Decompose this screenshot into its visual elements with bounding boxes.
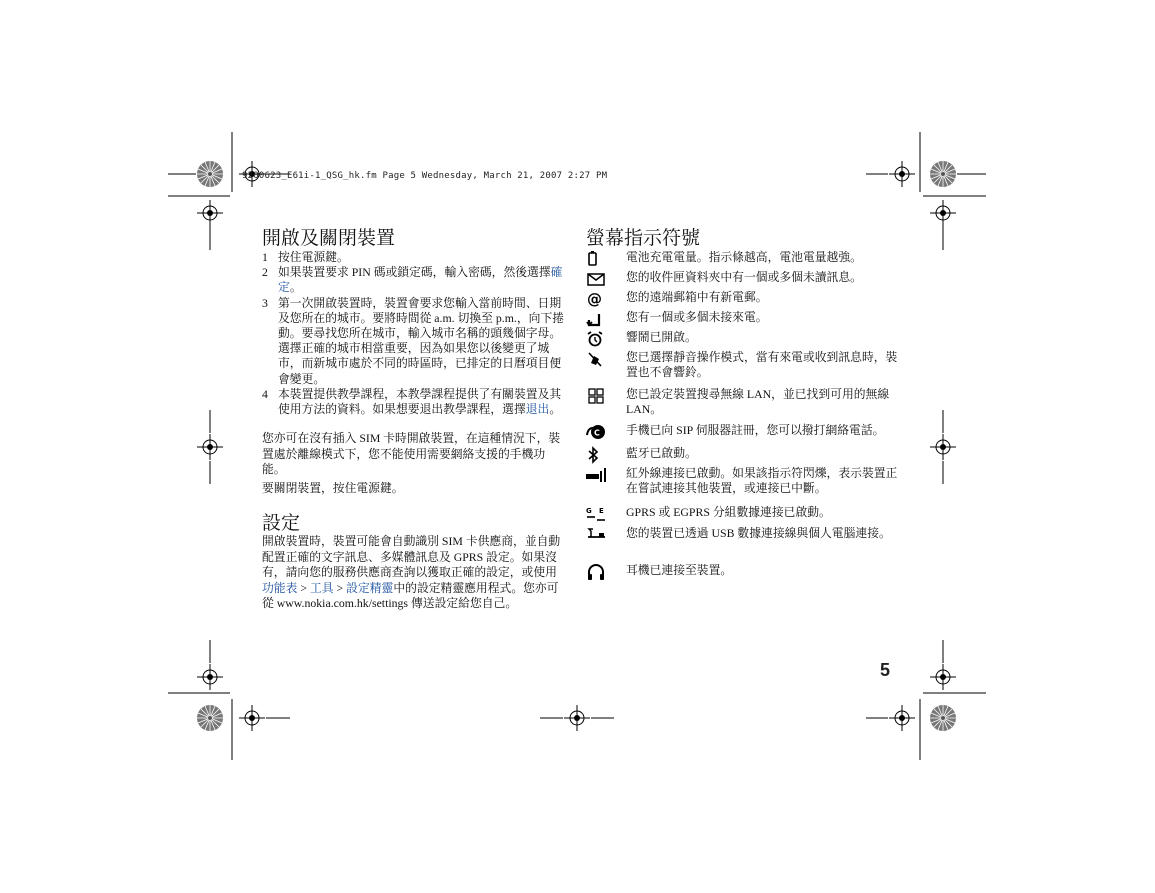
- section-title-power: 開啟及關閉裝置: [262, 228, 396, 249]
- settings-wizard-link: 設定精靈: [346, 580, 394, 595]
- star-target-icon: [930, 705, 956, 731]
- usb-icon: [585, 526, 607, 544]
- tools-link: 工具: [309, 580, 334, 595]
- sip-icon: [585, 423, 607, 441]
- steps-list: [262, 250, 567, 417]
- file-header: 9200623_E61i-1_QSG_hk.fm Page 5 Wednesday, March 21, 2007 2:27 PM: [242, 171, 608, 181]
- registration-mark-icon: [564, 705, 590, 731]
- registration-mark-icon: [889, 161, 915, 187]
- registration-mark-icon: [889, 705, 915, 731]
- silent-bell-icon: [585, 350, 607, 368]
- gprs-icon: [585, 505, 607, 523]
- battery-icon: [585, 250, 607, 268]
- registration-mark-icon: [197, 434, 223, 460]
- confirm-link: 確定: [278, 265, 563, 295]
- paragraph-power-off: 要關閉裝置，按住電源鍵。: [262, 481, 404, 495]
- section-title-indicators: 螢幕指示符號: [586, 228, 701, 249]
- star-target-icon: [197, 161, 223, 187]
- missed-call-icon: [585, 310, 607, 328]
- section-title-settings: 設定: [262, 513, 301, 534]
- envelope-icon: [585, 270, 607, 288]
- wlan-icon: [585, 387, 607, 405]
- list-item: 1 按住電源鍵。: [262, 250, 349, 264]
- paragraph-settings: 開啟裝置時，裝置可能會自動識別 SIM 卡供應商，並自動配置正確的文字訊息、多媒體訊息及 GPRS 設定。如果沒有，請向您的服務供應商查詢以獲取正確的設定，或使用功能表 > 工具 > 設定精靈中的設定精靈應用程式。您亦可從 www.nokia.com.hk/settings 傳送設定給您自己。: [262, 534, 561, 611]
- list-item: 2 如果裝置要求 PIN 碼或鎖定碼，輸入密碼，然後選擇確定。: [262, 265, 563, 295]
- registration-mark-icon: [239, 705, 265, 731]
- registration-mark-icon: [197, 664, 223, 690]
- headset-icon: [585, 563, 607, 581]
- page-number: 5: [880, 660, 891, 680]
- list-item: 3 第一次開啟裝置時，裝置會要求您輸入當前時間、日期及您所在的城市。要將時間從 a.m. 切換至 p.m.，向下捲動。要尋找您所在城市，輸入城市名稱的頭幾個字母。選擇正確的城市相當重要，因為如果您以後變更了城市，而新城市處於不同的時區時，已排定的日曆項目便會變更。: [262, 295, 565, 386]
- star-target-icon: [197, 705, 223, 731]
- infrared-icon: [585, 466, 607, 484]
- alarm-clock-icon: [585, 330, 607, 348]
- at-sign-icon: [585, 290, 607, 308]
- bluetooth-icon: [585, 446, 607, 464]
- svg-text:C: C: [594, 428, 600, 438]
- registration-mark-icon: [930, 664, 956, 690]
- svg-text:E: E: [599, 507, 604, 515]
- paragraph-no-sim: 您亦可在沒有插入 SIM 卡時開啟裝置，在這種情況下，裝置處於離線模式下，您不能使用需要網絡支援的手機功能。: [262, 431, 561, 477]
- exit-link: 退出: [525, 402, 550, 417]
- menu-link: 功能表: [262, 580, 298, 595]
- svg-text:@: @: [587, 290, 602, 308]
- list-item: 4 本裝置提供教學課程，本教學課程提供了有關裝置及其使用方法的資料。如果想要退出教學課程，選擇退出。: [262, 386, 562, 417]
- svg-text:G: G: [586, 507, 592, 515]
- star-target-icon: [930, 161, 956, 187]
- registration-mark-icon: [930, 434, 956, 460]
